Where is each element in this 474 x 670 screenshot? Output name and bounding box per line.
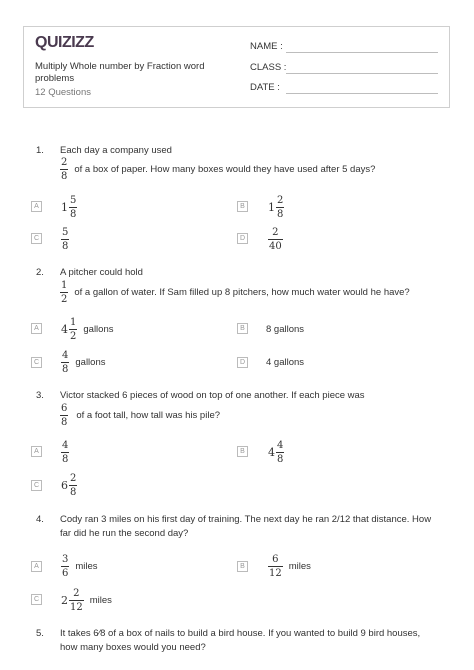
option-c-answer[interactable]: $\frac{5}{8}$ xyxy=(62,227,69,252)
option-b-answer[interactable]: 8 gallons xyxy=(266,324,305,335)
question-text-line2: $\frac{2}{8}$ of a box of paper. How many boxes would they have used after 5 days? xyxy=(61,157,376,182)
class-line[interactable] xyxy=(286,73,438,74)
question-number: 5. xyxy=(36,628,44,639)
question-text-line2: how many boxes would you need? xyxy=(60,642,206,653)
question-text-line2: $\frac{6}{8}$ of a foot tall, how tall was his pile? xyxy=(61,403,221,428)
question-number: 3. xyxy=(36,390,44,401)
question-text: Victor stacked 6 pieces of wood on top of one another. If each piece was xyxy=(60,390,365,401)
question-text-line2: far did he run the second day? xyxy=(60,528,189,539)
name-line[interactable] xyxy=(286,52,438,53)
option-a-answer[interactable]: 1 $\frac{5}{8}$ xyxy=(61,195,77,220)
class-label: CLASS : xyxy=(250,62,287,73)
question-text: It takes 6⁄8 of a box of nails to build a bird house. If you wanted to build 9 bird houses, xyxy=(60,628,421,639)
question-text: Cody ran 3 miles on his first day of training. The next day he ran 2/12 that distance. How xyxy=(60,514,432,525)
option-c-box[interactable]: C xyxy=(31,357,42,368)
quizizz-logo: QUIZIZZ xyxy=(35,34,94,51)
option-b-box[interactable]: B xyxy=(237,323,248,334)
worksheet-title: Multiply Whole number by Fraction word problems xyxy=(35,61,205,84)
option-a-box[interactable]: A xyxy=(31,323,42,334)
option-b-answer[interactable]: 4 $\frac{4}{8}$ xyxy=(268,440,284,465)
question-text-line2: $\frac{1}{2}$ of a gallon of water. If Sam filled up 8 pitchers, how much water would he have? xyxy=(61,280,410,305)
option-b-box[interactable]: B xyxy=(237,561,248,572)
option-c-box[interactable]: C xyxy=(31,233,42,244)
question-text: A pitcher could hold xyxy=(60,267,143,278)
date-label: DATE : xyxy=(250,82,280,93)
option-a-answer[interactable]: $\frac{3}{6}$ miles xyxy=(62,554,98,579)
option-d-answer[interactable]: 4 gallons xyxy=(266,357,305,368)
option-a-box[interactable]: A xyxy=(31,201,42,212)
question-text: Each day a company used xyxy=(60,145,172,156)
fraction: $\frac{2}{8}$ xyxy=(61,157,68,182)
option-b-answer[interactable]: 1 $\frac{2}{8}$ xyxy=(268,195,284,220)
date-line[interactable] xyxy=(286,93,438,94)
option-d-answer[interactable]: $\frac{2}{40}$ xyxy=(269,227,282,252)
option-a-box[interactable]: A xyxy=(31,561,42,572)
option-a-answer[interactable]: $\frac{4}{8}$ xyxy=(62,440,69,465)
option-b-answer[interactable]: $\frac{6}{12}$ miles xyxy=(269,554,311,579)
option-a-answer[interactable]: 4 $\frac{1}{2}$ gallons xyxy=(61,317,114,342)
option-c-answer[interactable]: 2 $\frac{2}{12}$ miles xyxy=(61,588,112,613)
option-b-box[interactable]: B xyxy=(237,201,248,212)
option-c-box[interactable]: C xyxy=(31,594,42,605)
option-d-box[interactable]: D xyxy=(237,357,248,368)
question-count: 12 Questions xyxy=(35,87,91,98)
option-d-box[interactable]: D xyxy=(237,233,248,244)
option-c-box[interactable]: C xyxy=(31,480,42,491)
option-c-answer[interactable]: 6 $\frac{2}{8}$ xyxy=(61,473,77,498)
name-label: NAME : xyxy=(250,41,283,52)
question-number: 1. xyxy=(36,145,44,156)
question-number: 2. xyxy=(36,267,44,278)
option-b-box[interactable]: B xyxy=(237,446,248,457)
option-c-answer[interactable]: $\frac{4}{8}$ gallons xyxy=(62,350,106,375)
question-number: 4. xyxy=(36,514,44,525)
option-a-box[interactable]: A xyxy=(31,446,42,457)
